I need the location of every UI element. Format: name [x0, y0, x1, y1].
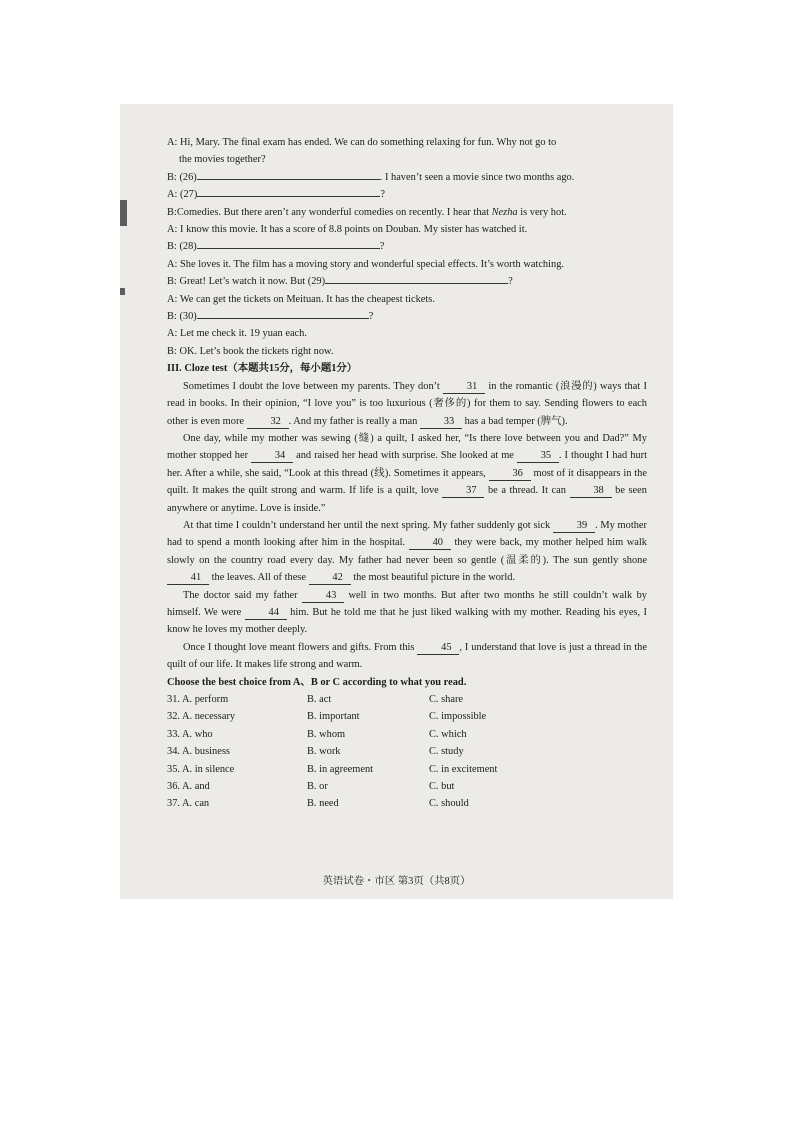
- cloze-paragraph: Sometimes I doubt the love between my parents. They don’t 31 in the romantic (浪漫的) ways that I read in books. In their opinion, “I love you” is too luxurious (奢侈的) for them to say. Sending flowers to each other is even more 32 . And my father is really a man 33 has a bad temper (脾气).: [167, 380, 647, 427]
- scan-mark-top: [120, 200, 127, 226]
- option-a[interactable]: 31. A. perform: [167, 694, 229, 705]
- section-heading: III. Cloze test（本题共15分，每小题1分）: [167, 363, 358, 375]
- cloze-paragraph: Once I thought love meant flowers and gifts. From this 45 , I understand that love is just a thread in the quilt of our life. It makes life strong and warm.: [167, 641, 647, 671]
- dialogue-section: [167, 134, 647, 360]
- answer-blank[interactable]: [325, 283, 508, 284]
- options-grid: [167, 691, 647, 813]
- option-b[interactable]: B. act: [307, 694, 332, 705]
- dialogue-line: A: Hi, Mary. The final exam has ended. We can do something relaxing for fun. Why not go to: [167, 137, 557, 148]
- option-c[interactable]: C. share: [429, 694, 464, 705]
- option-c[interactable]: C. in excitement: [429, 763, 498, 775]
- option-a[interactable]: 33. A. who: [167, 728, 213, 740]
- exam-page: [120, 104, 673, 899]
- option-b[interactable]: B. work: [307, 746, 341, 758]
- dialogue-line: the movies together?: [179, 154, 266, 166]
- cloze-paragraph: One day, while my mother was sewing (缝) a quilt, I asked her, “Is there love between you and Dad?” My mother stopped her 34 and raised her head with surprise. She looked at me 35 . I thought I had hurt her. After a while, she said, “Look at this thread (线). Sometimes it appears, 36 most of it disappears in the quilt. It makes the quilt strong and warm. If life is a quilt, love 37 be a thread. It can 38 be seen anywhere or anytime. Love is inside.”: [167, 432, 647, 514]
- cloze-blank[interactable]: 42: [309, 572, 351, 585]
- dialogue-line: B: (28) ?: [167, 241, 385, 253]
- option-c[interactable]: C. should: [429, 798, 469, 810]
- dialogue-line: A: (27) ?: [167, 189, 385, 201]
- option-b[interactable]: B. important: [307, 711, 360, 723]
- instruction: Choose the best choice from A、B or C according to what you read.: [167, 676, 467, 688]
- cloze-blank[interactable]: 44: [245, 607, 287, 620]
- option-c[interactable]: C. study: [429, 746, 464, 758]
- cloze-paragraph: At that time I couldn’t understand her until the next spring. My father suddenly got sick 39 . My mother had to spend a month looking after him in the hospital. 40 they were back, my mother helped him walk slowly on the country road every day. My father had never been so gentle (温柔的). The sun gently shone 41 the leaves. All of these 42 the most beautiful picture in the world.: [167, 519, 647, 584]
- option-a[interactable]: 32. A. necessary: [167, 711, 236, 723]
- dialogue-line: B: (30) ?: [167, 311, 374, 323]
- dialogue-line: A: She loves it. The film has a moving story and wonderful special effects. It’s worth watching.: [167, 258, 565, 270]
- cloze-blank[interactable]: 41: [167, 572, 209, 585]
- cloze-blank[interactable]: 33: [420, 416, 462, 429]
- dialogue-line: A: I know this movie. It has a score of 8.8 points on Douban. My sister has watched it.: [167, 224, 528, 236]
- cloze-blank[interactable]: 37: [442, 485, 484, 498]
- dialogue-line: A: We can get the tickets on Meituan. It has the cheapest tickets.: [167, 293, 435, 305]
- option-a[interactable]: 37. A. can: [167, 798, 210, 810]
- option-b[interactable]: B. whom: [307, 728, 346, 740]
- option-a[interactable]: 36. A. and: [167, 781, 210, 793]
- dialogue-line: B: Great! Let’s watch it now. But (29) ?: [167, 276, 513, 288]
- option-c[interactable]: C. impossible: [429, 711, 487, 723]
- cloze-blank[interactable]: 43: [302, 590, 344, 603]
- answer-blank[interactable]: [197, 179, 380, 180]
- cloze-blank[interactable]: 45: [417, 642, 459, 655]
- cloze-blank[interactable]: 35: [517, 450, 559, 463]
- option-a[interactable]: 35. A. in silence: [167, 763, 235, 775]
- answer-blank[interactable]: [197, 318, 369, 319]
- dialogue-line: B:Comedies. But there aren’t any wonderful comedies on recently. I hear that Nezha is very hot.: [167, 206, 567, 218]
- cloze-paragraph: The doctor said my father 43 well in two months. But after two months he still couldn’t walk by himself. We were 44 him. But he told me that he just liked walking with my mother. Reading his eyes, I know he loves my mother deeply.: [167, 589, 647, 636]
- cloze-blank[interactable]: 32: [247, 416, 289, 429]
- option-c[interactable]: C. but: [429, 781, 455, 793]
- cloze-blank[interactable]: 38: [570, 485, 612, 498]
- cloze-blank[interactable]: 40: [409, 537, 451, 550]
- cloze-blank[interactable]: 34: [251, 450, 293, 463]
- option-b[interactable]: B. need: [307, 798, 339, 810]
- dialogue-line: A: Let me check it. 19 yuan each.: [167, 328, 307, 340]
- option-b[interactable]: B. in agreement: [307, 763, 374, 775]
- option-a[interactable]: 34. A. business: [167, 746, 230, 758]
- cloze-blank[interactable]: 36: [489, 468, 531, 481]
- cloze-blank[interactable]: 39: [553, 520, 595, 533]
- page-footer: 英语试卷・市区 第3页（共8页）: [322, 876, 471, 887]
- cloze-blank[interactable]: 31: [443, 381, 485, 394]
- answer-blank[interactable]: [197, 248, 380, 249]
- scan-mark-bottom: [120, 288, 125, 295]
- dialogue-line: B: OK. Let’s book the tickets right now.: [167, 345, 334, 357]
- answer-blank[interactable]: [197, 196, 380, 197]
- option-b[interactable]: B. or: [307, 781, 328, 793]
- option-c[interactable]: C. which: [429, 728, 467, 740]
- dialogue-line: B: (26) . I haven’t seen a movie since two months ago.: [167, 171, 575, 183]
